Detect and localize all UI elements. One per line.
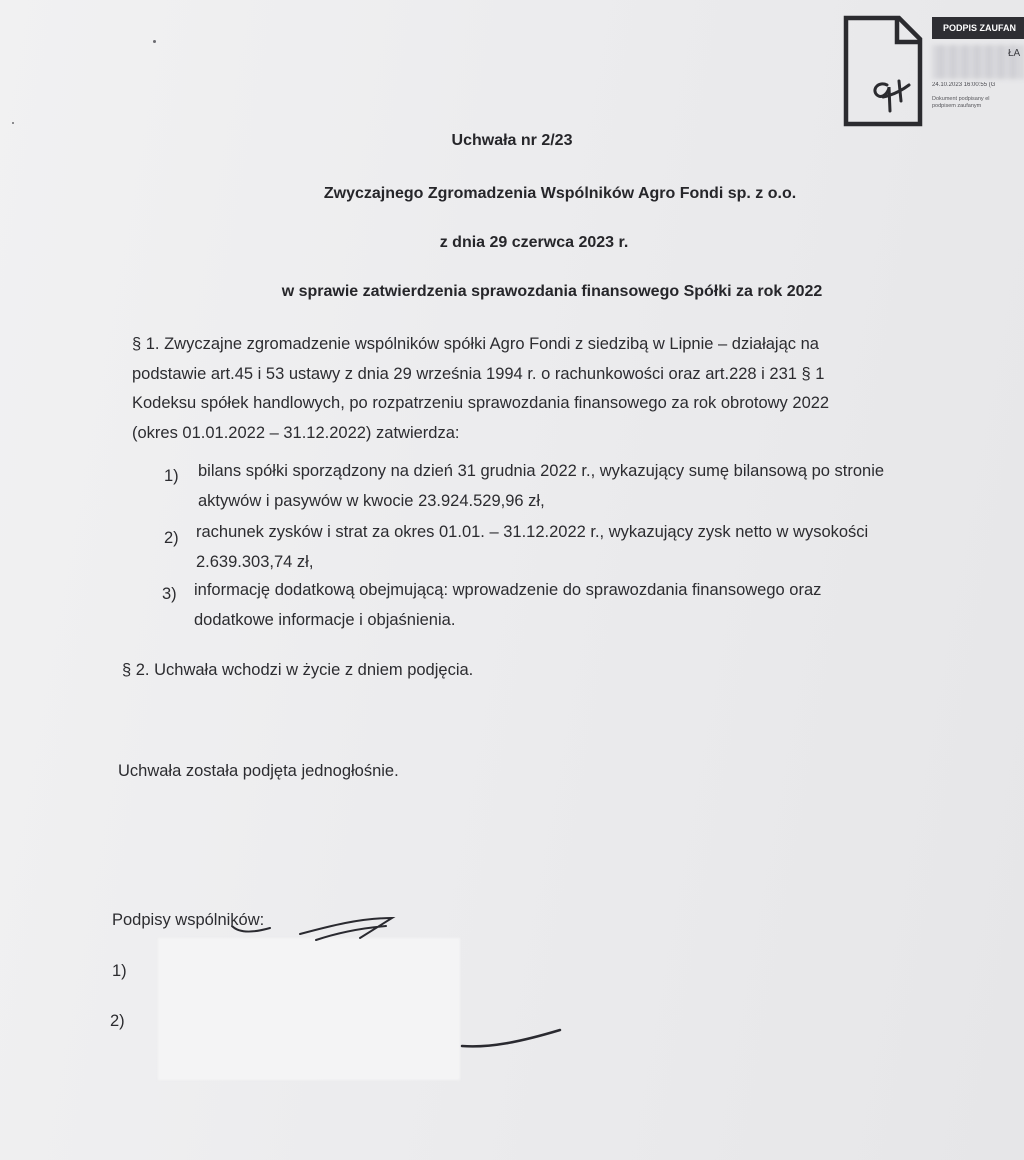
- signature-stroke-1: [232, 918, 392, 940]
- section-1-line: § 1. Zwyczajne zgromadzenie wspólników spółki Agro Fondi z siedzibą w Lipnie – działając na: [132, 335, 819, 353]
- resolution-subject: w sprawie zatwierdzenia sprawozdania finansowego Spółki za rok 2022: [281, 283, 823, 300]
- list-item-line: 2.639.303,74 zł,: [196, 552, 314, 571]
- resolution-date: z dnia 29 czerwca 2023 r.: [439, 234, 629, 251]
- list-item-number: 2): [164, 529, 179, 547]
- list-item-line: rachunek zysków i strat za okres 01.01. – 31.12.2022 r., wykazujący zysk netto w wysokości: [196, 523, 869, 541]
- list-item-line: bilans spółki sporządzony na dzień 31 grudnia 2022 r., wykazujący sumę bilansową po stronie: [198, 462, 885, 480]
- section-2: § 2. Uchwała wchodzi w życie z dniem podjęcia.: [122, 661, 474, 679]
- signature-badge-title: PODPIS ZAUFAN: [932, 17, 1024, 39]
- signature-badge-note-line: podpisem zaufanym: [932, 103, 982, 109]
- list-item-number: 3): [162, 585, 177, 603]
- section-1-line: (okres 01.01.2022 – 31.12.2022) zatwierdza:: [132, 423, 460, 442]
- signature-number: 2): [110, 1012, 125, 1030]
- list-item-line: informację dodatkową obejmującą: wprowadzenie do sprawozdania finansowego oraz: [194, 581, 822, 599]
- section-1-line: podstawie art.45 i 53 ustawy z dnia 29 września 1994 r. o rachunkowości oraz art.228 i 231 § 1: [132, 364, 825, 383]
- list-item-number: 1): [164, 467, 179, 485]
- signature-number: 1): [112, 962, 127, 980]
- signer-name-partial: ŁA: [1008, 48, 1021, 59]
- section-1-line: Kodeksu spółek handlowych, po rozpatrzeniu sprawozdania finansowego za rok obrotowy 2022: [132, 394, 830, 412]
- signature-badge-note-line: Dokument podpisany el: [932, 96, 990, 102]
- list-item-line: aktywów i pasywów w kwocie 23.924.529,96 zł,: [198, 491, 545, 510]
- signature-badge-date: 24.10.2023 16:00:55 (G: [932, 82, 996, 88]
- signatures-label: Podpisy wspólników:: [112, 911, 265, 929]
- list-item-line: dodatkowe informacje i objaśnienia.: [194, 610, 456, 629]
- resolution-title: Uchwała nr 2/23: [451, 132, 573, 149]
- resolution-body-name: Zwyczajnego Zgromadzenia Wspólników Agro Fondi sp. z o.o.: [323, 185, 797, 202]
- signature-stroke-2: [462, 1030, 560, 1046]
- adoption-statement: Uchwała została podjęta jednogłośnie.: [118, 762, 399, 780]
